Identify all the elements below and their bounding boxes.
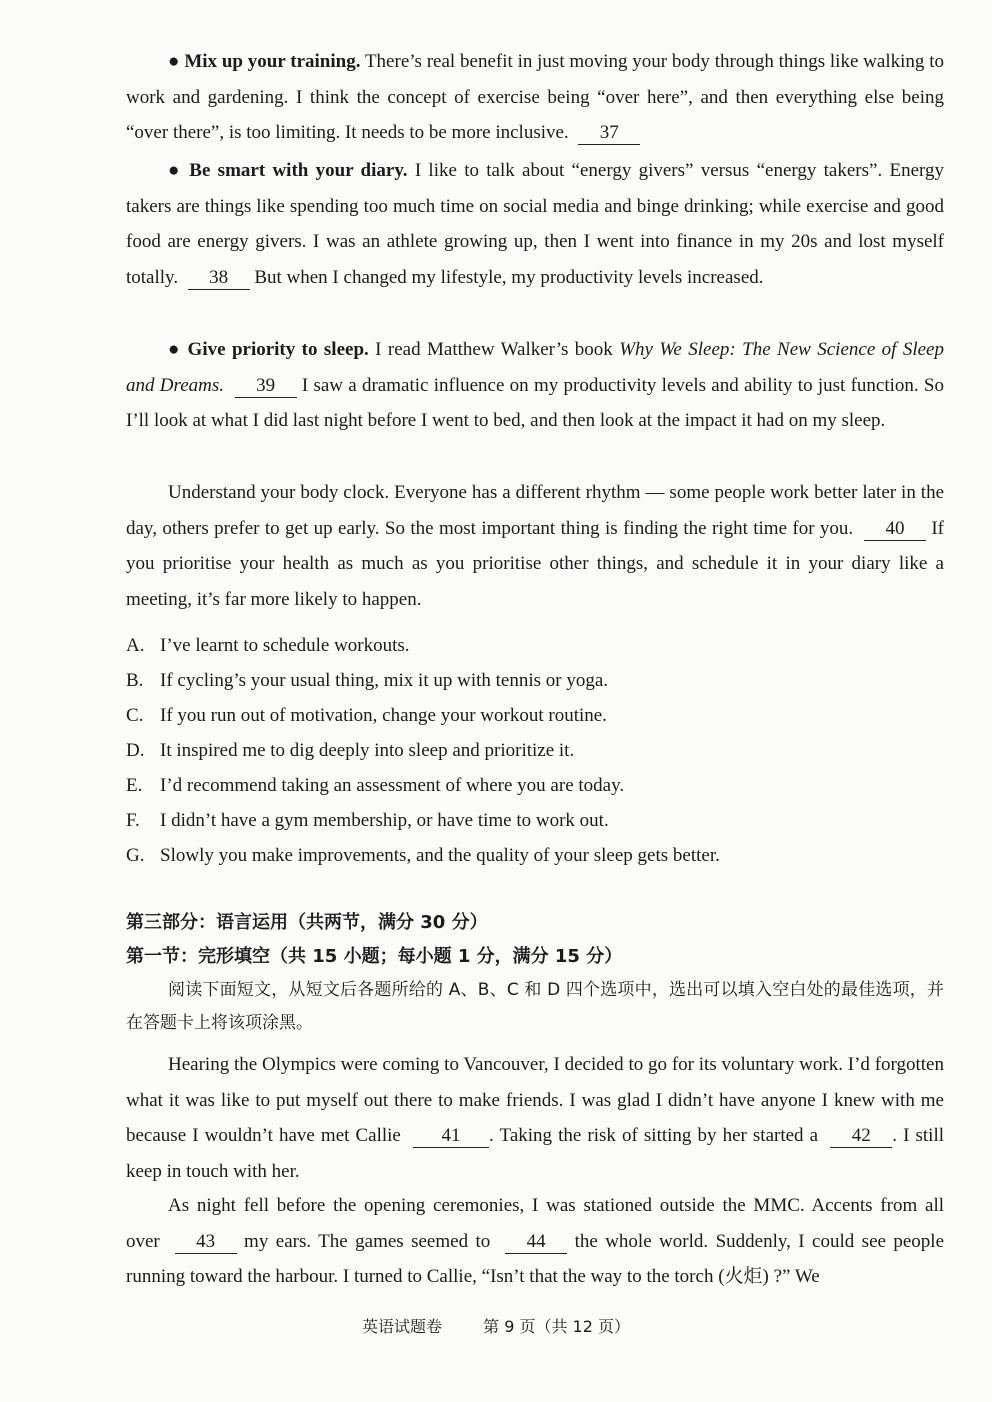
option-b: B. If cycling’s your usual thing, mix it up with tennis or yoga.	[126, 670, 609, 691]
blank-42: 42	[830, 1125, 892, 1148]
book-title: Why We Sleep: The New Science of Sleep and Dreams.	[126, 339, 944, 396]
options-list	[126, 628, 944, 873]
footer-subject: 英语试题卷	[362, 1317, 443, 1336]
option-d: D. It inspired me to dig deeply into sleep and prioritize it.	[126, 740, 575, 761]
option-c: C. If you run out of motivation, change your workout routine.	[126, 705, 607, 726]
bullet-lead: Mix up your training.	[184, 51, 361, 72]
section-three	[126, 906, 944, 1040]
passage-paragraph-40: Understand your body clock. Everyone has a different rhythm — some people work better later in the day, others prefer to get up early. So the most important thing is finding the right time for you. 40 If you prioritise your health as much as you prioritise other things, and schedule it in your diary like a meeting, it’s far more likely to happen.	[126, 482, 945, 610]
option-a: A. I’ve learnt to schedule workouts.	[126, 635, 410, 656]
page-footer	[0, 1314, 992, 1337]
blank-41: 41	[413, 1125, 489, 1148]
footer-page-number: 第 9 页（共 12 页）	[483, 1317, 630, 1336]
section-instruction: 阅读下面短文，从短文后各题所给的 A、B、C 和 D 四个选项中，选出可以填入空白处的最佳选项，并在答题卡上将该项涂黑。	[126, 980, 944, 1033]
option-g: G. Slowly you make improvements, and the quality of your sleep gets better.	[126, 845, 720, 866]
section-title: 第三部分：语言运用（共两节，满分 30 分）	[126, 912, 488, 933]
passage-paragraph-39: ● Give priority to sleep. I read Matthew Walker’s book Why We Sleep: The New Science of Sleep and Dreams. 39 I saw a dramatic influence on my productivity levels and ability to just function. So I’ll look at what I did last night before I went to bed, and then look at the impact it had on my sleep.	[126, 339, 945, 431]
blank-40: 40	[864, 518, 926, 541]
blank-39: 39	[235, 375, 297, 398]
passage-paragraph-38: ● Be smart with your diary. I like to talk about “energy givers” versus “energy takers”. Energy takers are things like spending too much time on social media and binge drinking; while exercise and good food are energy givers. I was an athlete growing up, then I went into finance in my 20s and lost myself totally. 38 But when I changed my lifestyle, my productivity levels increased.	[126, 160, 944, 288]
option-e: E. I’d recommend taking an assessment of where you are today.	[126, 775, 625, 796]
passage-paragraph-37: ● Mix up your training. There’s real benefit in just moving your body through things like walking to work and gardening. I think the concept of exercise being “over here”, and then everything else being “over there”, is too limiting. It needs to be more inclusive. 37	[126, 51, 944, 143]
cloze-paragraph-1: Hearing the Olympics were coming to Vancouver, I decided to go for its voluntary work. I’d forgotten what it was like to put myself out there to make friends. I was glad I didn’t have anyone I knew with me because I wouldn’t have met Callie 41 . Taking the risk of sitting by her started a 42 . I still keep in touch with her.	[126, 1054, 945, 1182]
blank-44: 44	[505, 1231, 567, 1254]
blank-38: 38	[188, 267, 250, 290]
bullet-lead: Give priority to sleep.	[187, 339, 369, 360]
cloze-paragraph-2: As night fell before the opening ceremonies, I was stationed outside the MMC. Accents from all over 43 my ears. The games seemed to 44 the whole world. Suddenly, I could see people running toward the harbour. I turned to Callie, “Isn’t that the way to the torch (火炬) ?” We	[126, 1195, 945, 1287]
blank-37: 37	[578, 122, 640, 145]
option-f: F. I didn’t have a gym membership, or have time to work out.	[126, 810, 609, 831]
bullet-lead: Be smart with your diary.	[189, 160, 408, 181]
section-subtitle: 第一节：完形填空（共 15 小题；每小题 1 分，满分 15 分）	[126, 946, 623, 967]
blank-43: 43	[175, 1231, 237, 1254]
